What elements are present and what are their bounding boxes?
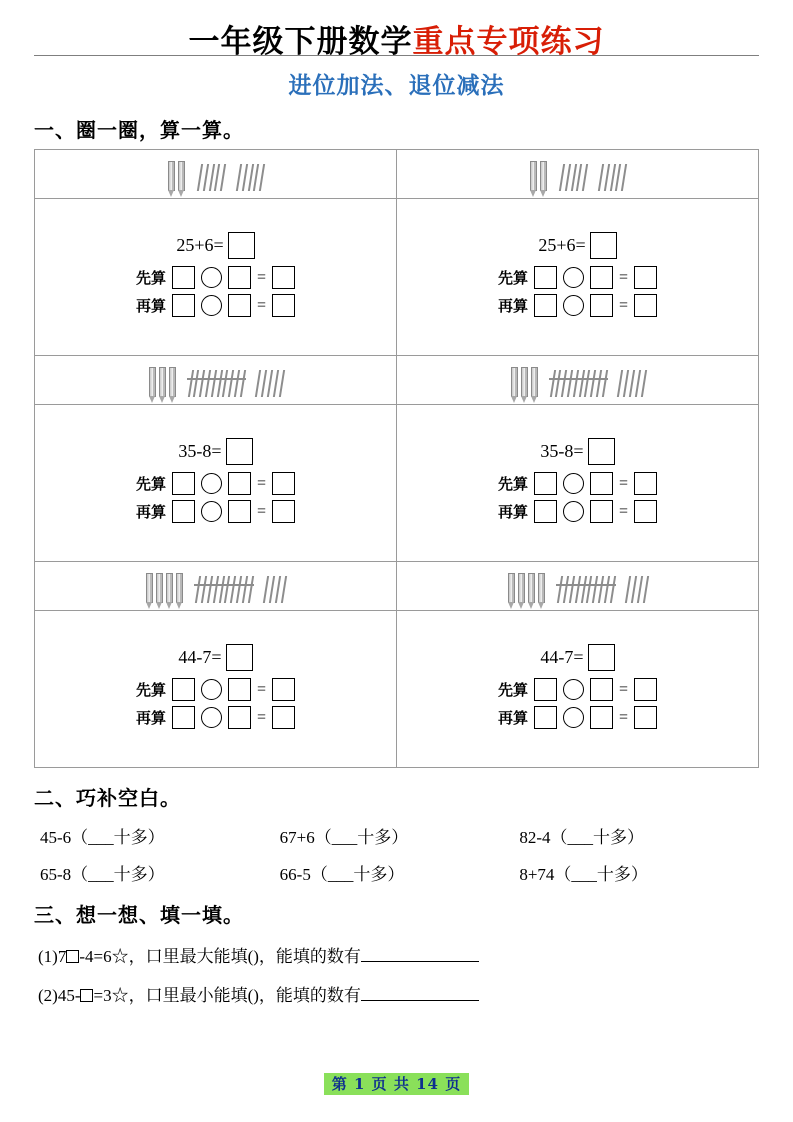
equation-text: 35-8=: [178, 440, 222, 461]
step-label: 再算: [497, 297, 528, 315]
answer-box[interactable]: [590, 266, 613, 289]
answer-box[interactable]: [172, 678, 195, 701]
page-title-main: 一年级下册数学: [188, 24, 413, 60]
answer-box[interactable]: [272, 266, 295, 289]
table-row: [35, 356, 759, 405]
answer-box[interactable]: [172, 500, 195, 523]
answer-box[interactable]: [534, 472, 557, 495]
equals-sign: =: [618, 708, 629, 726]
equals-sign: =: [618, 268, 629, 286]
answer-box[interactable]: [534, 500, 557, 523]
answer-box[interactable]: [634, 472, 657, 495]
answer-box[interactable]: [634, 294, 657, 317]
equation-text: 35-8=: [540, 440, 584, 461]
tally-group-icon: [561, 161, 586, 191]
step-label: 先算: [497, 475, 528, 493]
answer-box[interactable]: [172, 294, 195, 317]
operator-circle[interactable]: [563, 267, 584, 288]
answer-underline[interactable]: [361, 985, 479, 1001]
answer-box[interactable]: [634, 500, 657, 523]
tally-group-icon: [627, 573, 646, 603]
work-cell: [35, 611, 397, 768]
step-label: 再算: [135, 503, 166, 521]
operator-circle[interactable]: [563, 295, 584, 316]
fill-item[interactable]: 65-8（___十多）: [40, 865, 165, 884]
question-1-part-b: -4=6☆，口里最大能填(: [79, 947, 254, 966]
tally-group-icon: [190, 367, 244, 397]
equation-row: [35, 436, 396, 466]
equation-row: [35, 230, 396, 260]
question-1-part-c: )，能填的数有: [253, 947, 361, 966]
answer-box[interactable]: [272, 472, 295, 495]
fill-row: [40, 860, 759, 885]
tally-group-icon: [559, 573, 613, 603]
operator-circle[interactable]: [201, 707, 222, 728]
picture-cell: [35, 562, 397, 611]
answer-box[interactable]: [172, 266, 195, 289]
pencil-group-icon: [168, 161, 185, 191]
answer-box[interactable]: [534, 266, 557, 289]
step-row-1: [35, 472, 396, 495]
page-subtitle: 进位加法、退位减法: [288, 72, 505, 99]
equals-sign: =: [256, 680, 267, 698]
step-label: 再算: [135, 709, 166, 727]
answer-box[interactable]: [634, 706, 657, 729]
operator-circle[interactable]: [563, 679, 584, 700]
answer-box[interactable]: [228, 500, 251, 523]
section-heading-3: 三、想一想、填一填。: [34, 903, 244, 927]
answer-box[interactable]: [534, 678, 557, 701]
step-row-2: [397, 500, 758, 523]
answer-box[interactable]: [228, 706, 251, 729]
counting-picture: [35, 363, 396, 397]
work-cell: [35, 405, 397, 562]
answer-box[interactable]: [226, 644, 253, 671]
step-label: 再算: [497, 709, 528, 727]
equals-sign: =: [256, 502, 267, 520]
answer-box[interactable]: [228, 472, 251, 495]
picture-cell: [397, 150, 759, 199]
answer-box[interactable]: [226, 438, 253, 465]
operator-circle[interactable]: [201, 267, 222, 288]
page-title: [34, 0, 759, 61]
step-label: 先算: [135, 475, 166, 493]
picture-cell: [397, 562, 759, 611]
counting-picture: [397, 569, 758, 603]
equals-sign: =: [256, 474, 267, 492]
answer-box[interactable]: [590, 678, 613, 701]
equals-sign: =: [618, 474, 629, 492]
section-heading-1: 一、圈一圈，算一算。: [34, 118, 244, 142]
step-label: 先算: [135, 269, 166, 287]
operator-circle[interactable]: [201, 473, 222, 494]
page-title-highlight: 重点专项练习: [412, 24, 605, 60]
equation-row: [397, 230, 758, 260]
equation-row: [397, 436, 758, 466]
fill-item[interactable]: 45-6（___十多）: [40, 828, 165, 847]
equation-text: 44-7=: [178, 646, 222, 667]
counting-picture: [35, 157, 396, 191]
pencil-group-icon: [149, 367, 176, 397]
tally-group-icon: [238, 161, 263, 191]
step-row-1: [397, 678, 758, 701]
answer-box[interactable]: [590, 294, 613, 317]
step-label: 再算: [135, 297, 166, 315]
picture-cell: [35, 150, 397, 199]
operator-circle[interactable]: [201, 501, 222, 522]
picture-cell: [35, 356, 397, 405]
answer-box[interactable]: [534, 706, 557, 729]
tally-group-icon: [197, 573, 251, 603]
step-row-2: [397, 294, 758, 317]
step-label: 再算: [497, 503, 528, 521]
step-label: 先算: [497, 681, 528, 699]
answer-box[interactable]: [272, 706, 295, 729]
pencil-group-icon: [146, 573, 183, 603]
tally-group-icon: [552, 367, 606, 397]
equals-sign: =: [618, 680, 629, 698]
answer-box[interactable]: [272, 500, 295, 523]
fill-item[interactable]: 67+6（___十多）: [279, 828, 409, 847]
equation-text: 25+6=: [538, 234, 586, 255]
answer-box[interactable]: [228, 294, 251, 317]
answer-box[interactable]: [634, 678, 657, 701]
exercise-1-table: [34, 149, 759, 768]
step-row-2: [35, 500, 396, 523]
equation-row: [397, 642, 758, 672]
equation-text: 44-7=: [540, 646, 584, 667]
answer-box[interactable]: [590, 232, 617, 259]
blank-square[interactable]: [80, 989, 93, 1002]
answer-box[interactable]: [590, 500, 613, 523]
section-heading-2: 二、巧补空白。: [34, 786, 181, 810]
answer-box[interactable]: [228, 232, 255, 259]
work-cell: [35, 199, 397, 356]
counting-picture: [35, 569, 396, 603]
equals-sign: =: [256, 268, 267, 286]
operator-circle[interactable]: [201, 295, 222, 316]
counting-picture: [397, 157, 758, 191]
equals-sign: =: [618, 502, 629, 520]
answer-box[interactable]: [634, 266, 657, 289]
step-row-2: [35, 294, 396, 317]
work-cell: [397, 199, 759, 356]
step-row-1: [35, 266, 396, 289]
tally-group-icon: [257, 367, 282, 397]
equation-text: 25+6=: [176, 234, 224, 255]
equals-sign: =: [256, 708, 267, 726]
answer-box[interactable]: [228, 266, 251, 289]
answer-box[interactable]: [272, 678, 295, 701]
header-divider: [34, 55, 759, 56]
question-2-part-c: )，能填的数有: [253, 986, 361, 1005]
step-row-2: [35, 706, 396, 729]
answer-box[interactable]: [228, 678, 251, 701]
answer-box[interactable]: [172, 472, 195, 495]
question-2-part-b: =3☆，口里最小能填(: [93, 986, 254, 1005]
operator-circle[interactable]: [563, 473, 584, 494]
fill-item[interactable]: 82-4（___十多）: [519, 828, 645, 847]
answer-box[interactable]: [588, 644, 615, 671]
equation-row: [35, 642, 396, 672]
operator-circle[interactable]: [563, 707, 584, 728]
question-2-part-a: (2)45-: [38, 986, 81, 1005]
step-row-1: [35, 678, 396, 701]
page-footer: [0, 1073, 793, 1094]
table-row: [35, 405, 759, 562]
question-1: [38, 942, 759, 967]
fill-item[interactable]: 8+74（___十多）: [519, 865, 648, 884]
equals-sign: =: [618, 296, 629, 314]
question-1-part-a: (1)7: [38, 947, 67, 966]
step-label: 先算: [497, 269, 528, 287]
pencil-group-icon: [508, 573, 545, 603]
step-label: 先算: [135, 681, 166, 699]
answer-underline[interactable]: [361, 946, 479, 962]
step-row-1: [397, 472, 758, 495]
fill-item[interactable]: 66-5（___十多）: [279, 865, 405, 884]
tally-group-icon: [619, 367, 644, 397]
step-row-2: [397, 706, 758, 729]
work-cell: [397, 405, 759, 562]
operator-circle[interactable]: [563, 501, 584, 522]
answer-box[interactable]: [272, 294, 295, 317]
step-row-1: [397, 266, 758, 289]
table-row: [35, 562, 759, 611]
tally-group-icon: [265, 573, 284, 603]
pencil-group-icon: [530, 161, 547, 191]
answer-box[interactable]: [590, 706, 613, 729]
page-number: 第 1 页 共 14 页: [324, 1073, 469, 1095]
fill-row: [40, 823, 759, 848]
pencil-group-icon: [511, 367, 538, 397]
answer-box[interactable]: [534, 294, 557, 317]
question-2: [38, 981, 759, 1006]
work-cell: [397, 611, 759, 768]
table-row: [35, 611, 759, 768]
table-row: [35, 199, 759, 356]
blank-square[interactable]: [66, 950, 79, 963]
picture-cell: [397, 356, 759, 405]
answer-box[interactable]: [590, 472, 613, 495]
tally-group-icon: [600, 161, 625, 191]
table-row: [35, 150, 759, 199]
answer-box[interactable]: [172, 706, 195, 729]
counting-picture: [397, 363, 758, 397]
operator-circle[interactable]: [201, 679, 222, 700]
equals-sign: =: [256, 296, 267, 314]
answer-box[interactable]: [588, 438, 615, 465]
tally-group-icon: [199, 161, 224, 191]
